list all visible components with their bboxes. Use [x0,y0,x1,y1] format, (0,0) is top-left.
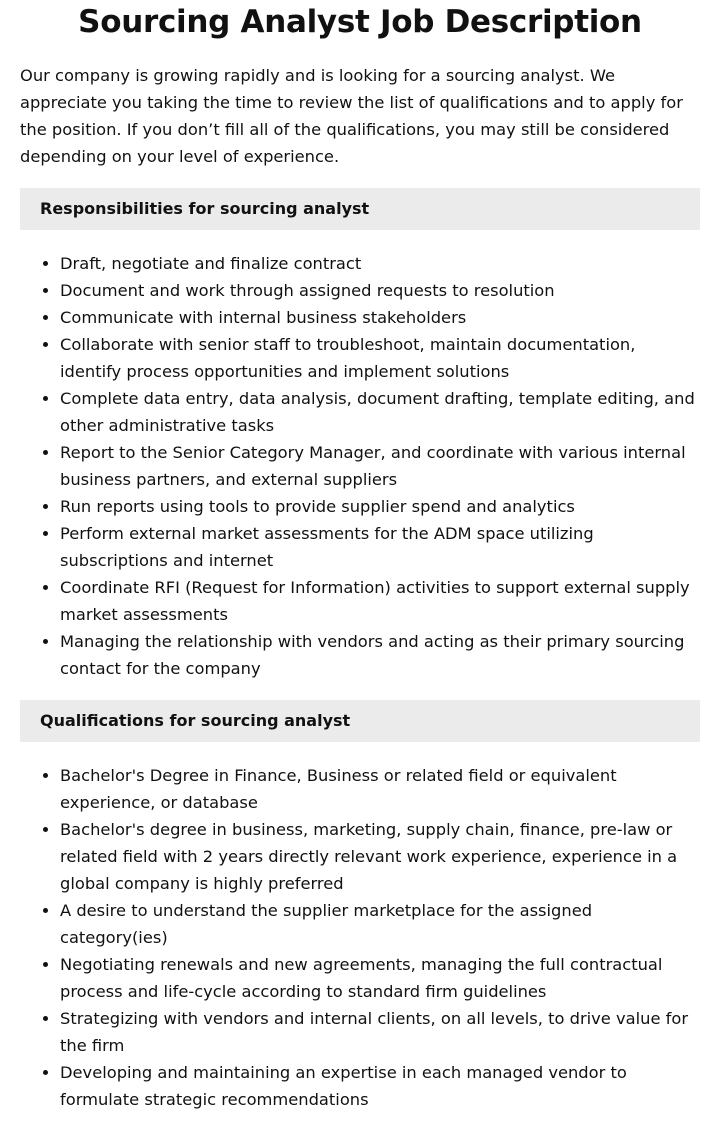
list-item: • Draft, negotiate and finalize contract [60,250,700,277]
qualifications-heading: Qualifications for sourcing analyst [20,700,700,742]
intro-paragraph [20,62,700,170]
list-item: • Managing the relationship with vendors and acting as their primary sourcing contact for the company [60,628,700,682]
qualifications-list [20,762,700,1113]
list-item: • Coordinate RFI (Request for Information) activities to support external supply market assessments [60,574,700,628]
list-item: • Bachelor's degree in business, marketing, supply chain, finance, pre-law or related field with 2 years directly relevant work experience, experience in a global company is highly preferred [60,816,700,897]
list-item: • Run reports using tools to provide supplier spend and analytics [60,493,700,520]
list-item: • Perform external market assessments for the ADM space utilizing subscriptions and internet [60,520,700,574]
list-item: • Negotiating renewals and new agreements, managing the full contractual process and life-cycle according to standard firm guidelines [60,951,700,1005]
list-item: • Collaborate with senior staff to troubleshoot, maintain documentation, identify process opportunities and implement solutions [60,331,700,385]
page-title: Sourcing Analyst Job Description [78,4,642,40]
list-item: • Strategizing with vendors and internal clients, on all levels, to drive value for the firm [60,1005,700,1059]
responsibilities-heading: Responsibilities for sourcing analyst [20,188,700,230]
list-item: • Communicate with internal business stakeholders [60,304,700,331]
list-item: • Developing and maintaining an expertise in each managed vendor to formulate strategic recommendations [60,1059,700,1113]
list-item: • Bachelor's Degree in Finance, Business or related field or equivalent experience, or database [60,762,700,816]
list-item: • A desire to understand the supplier marketplace for the assigned category(ies) [60,897,700,951]
list-item: • Document and work through assigned requests to resolution [60,277,700,304]
intro-text: Our company is growing rapidly and is looking for a sourcing analyst. We appreciate you taking the time to review the list of qualifications and to apply for the position. If you don’t fill all of the qualifications, you may still be considered depending on your level of experience. [20,66,683,166]
responsibilities-list [20,250,700,682]
list-item: • Complete data entry, data analysis, document drafting, template editing, and other administrative tasks [60,385,700,439]
list-item: • Report to the Senior Category Manager, and coordinate with various internal business partners, and external suppliers [60,439,700,493]
